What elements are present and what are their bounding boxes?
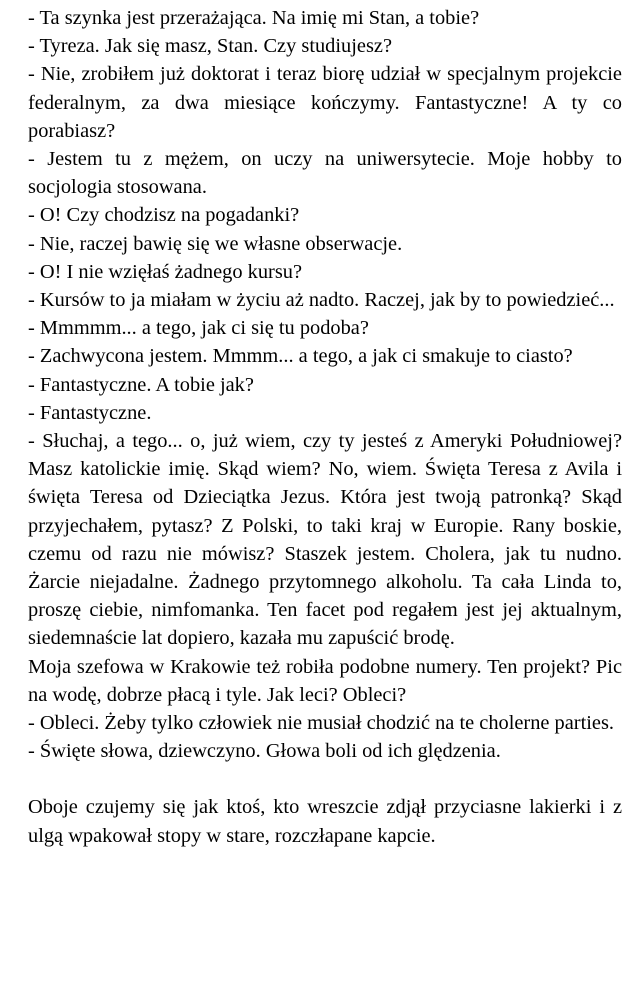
paragraph-11: - Fantastyczne. A tobie jak? [28,373,254,396]
paragraph-17: Oboje czujemy się jak ktoś, kto wreszcie zdjął przyciasne lakierki i z ulgą wpakował stopy w stare, rozczłapane kapcie. [28,796,622,847]
paragraph-gap [28,765,622,793]
paragraph-3: - Nie, zrobiłem już doktorat i teraz biorę udział w specjalnym projekcie federalnym, za dwa miesiące kończymy. Fantastyczne! A ty co porabiasz? [28,63,622,142]
document-page [28,4,622,850]
paragraph-14: Moja szefowa w Krakowie też robiła podobne numery. Ten projekt? Pic na wodę, dobrze płacą i tyle. Jak leci? Obleci? [28,655,622,706]
paragraph-13: - Słuchaj, a tego... o, już wiem, czy ty jesteś z Ameryki Południowej? Masz katolickie imię. Skąd wiem? No, wiem. Święta Teresa z Avila i święta Teresa od Dzieciątka Jezus. Która jest twoją patronką? Skąd przyjechałem, pytasz? Z Polski, to taki kraj w Europie. Rany boskie, czemu od razu nie mówisz? Staszek jestem. Cholera, jak tu nudno. Żarcie niejadalne. Żadnego przytomnego alkoholu. Ta cała Linda to, proszę ciebie, nimfomanka. Ten facet pod regałem jest jej aktualnym, siedemnaście lat dopiero, kazała mu zapuścić brodę. [28,430,622,650]
paragraph-5: - O! Czy chodzisz na pogadanki? [28,204,300,227]
paragraph-15: - Obleci. Żeby tylko człowiek nie musiał chodzić na te cholerne parties. [28,712,615,735]
paragraph-9: - Mmmmm... a tego, jak ci się tu podoba? [28,317,369,340]
paragraph-8: - Kursów to ja miałam w życiu aż nadto. Raczej, jak by to powiedzieć... [28,289,615,312]
paragraph-16: - Święte słowa, dziewczyno. Głowa boli od ich ględzenia. [28,740,501,763]
paragraph-1: - Ta szynka jest przerażająca. Na imię mi Stan, a tobie? [28,7,480,29]
paragraph-2: - Tyreza. Jak się masz, Stan. Czy studiujesz? [28,35,392,58]
paragraph-6: - Nie, raczej bawię się we własne obserwacje. [28,232,403,255]
paragraph-10: - Zachwycona jestem. Mmmm... a tego, a jak ci smakuje to ciasto? [28,345,573,368]
paragraph-12: - Fantastyczne. [28,401,152,424]
paragraph-4: - Jestem tu z mężem, on uczy na uniwersytecie. Moje hobby to socjologia stosowana. [28,148,622,199]
paragraph-7: - O! I nie wzięłaś żadnego kursu? [28,260,303,283]
